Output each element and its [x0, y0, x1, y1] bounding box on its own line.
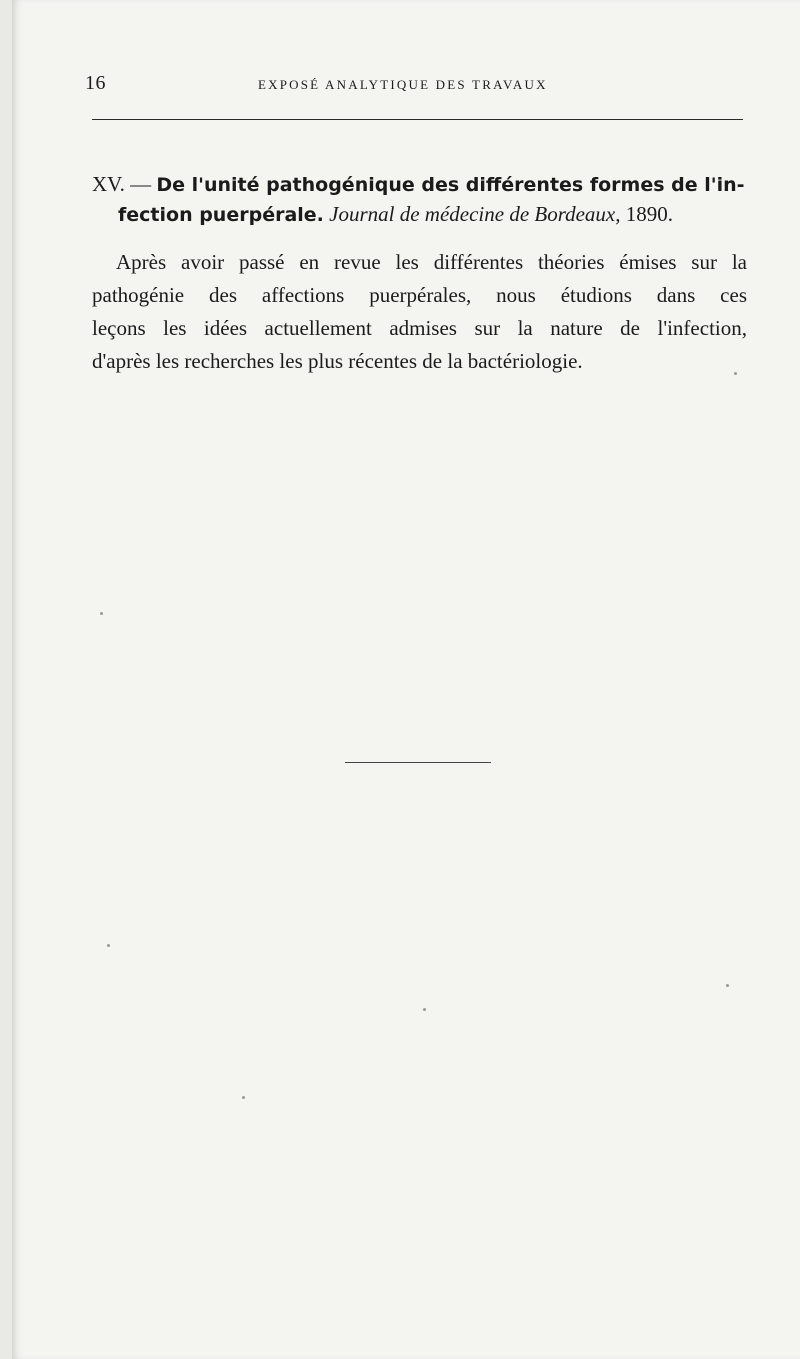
running-head: EXPOSÉ ANALYTIQUE DES TRAVAUX [258, 77, 548, 92]
end-rule [345, 762, 491, 763]
abstract-line: pathogénie des affections puerpérales, nous étudions dans ces [92, 283, 747, 307]
paper-speck [423, 1008, 426, 1011]
entry-title-part-1: De l'unité pathogénique des différentes formes de l'in- [156, 174, 745, 196]
publication-year: 1890. [625, 202, 674, 226]
abstract-line: d'après les recherches les plus récentes de la bactériologie. [92, 349, 583, 373]
paper-speck [734, 372, 737, 375]
journal-name: Journal de médecine de Bordeaux, [329, 202, 621, 226]
book-page [12, 0, 800, 1359]
paper-speck [100, 612, 103, 615]
entry-abstract [92, 246, 747, 378]
entry-number: XV. — [92, 172, 152, 196]
abstract-line: leçons les idées actuellement admises sur la nature de l'infection, [92, 316, 747, 340]
page-number: 16 [85, 72, 106, 94]
entry-title-part-2: fection puerpérale. [118, 204, 324, 226]
entry-heading-line-1 [92, 170, 752, 200]
paper-speck [242, 1096, 245, 1099]
entry-heading-line-2 [92, 200, 752, 230]
header-rule [92, 119, 743, 120]
entry-heading [92, 170, 752, 230]
abstract-line: Après avoir passé en revue les différentes théories émises sur la [116, 250, 747, 274]
paper-speck [107, 944, 110, 947]
paper-speck [726, 984, 729, 987]
